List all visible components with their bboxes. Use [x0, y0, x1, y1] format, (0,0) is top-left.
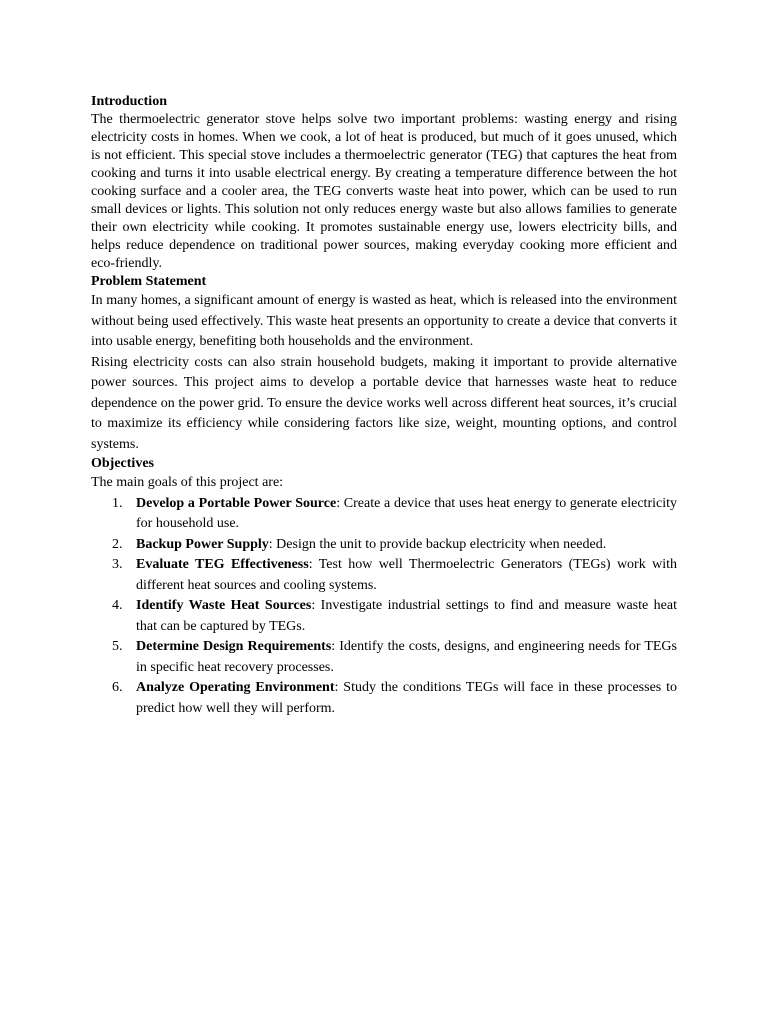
list-item-text: : Study the conditions TEGs will face in these processes to predict how well they will perform.: [136, 680, 678, 716]
list-item-number: 3.: [112, 557, 123, 572]
problem-statement-paragraph-1: In many homes, a significant amount of energy is wasted as heat, which is released into the environment without being used effectively. This waste heat presents an opportunity to create a device that converts it into usable energy, benefiting both households and the environment.: [91, 293, 677, 349]
introduction-paragraph: The thermoelectric generator stove helps solve two important problems: wasting energy and rising electricity costs in homes. When we cook, a lot of heat is produced, but much of it goes unused, which is not efficient. This special stove includes a thermoelectric generator (TEG) that captures the heat from cooking and turns it into usable electrical energy. By creating a temperature difference between the hot cooking surface and a cooler area, the TEG converts waste heat into power, which can be used to run small devices or lights. This solution not only reduces energy waste but also allows families to generate their own electricity while cooking. It promotes sustainable energy use, lowers electricity bills, and helps reduce dependence on traditional power sources, making everyday cooking more efficient and eco-friendly.: [91, 112, 677, 271]
list-item: [91, 637, 677, 678]
list-item: [91, 494, 677, 535]
list-item-title: Identify Waste Heat Sources: [136, 598, 312, 613]
objectives-list: [91, 494, 677, 720]
list-item-title: Evaluate TEG Effectiveness: [136, 557, 309, 572]
list-item: [91, 555, 677, 596]
list-item-title: Analyze Operating Environment: [136, 680, 335, 695]
list-item-title: Backup Power Supply: [136, 536, 269, 552]
introduction-heading: Introduction: [91, 94, 167, 109]
list-item-number: 2.: [112, 536, 123, 552]
document-page: [91, 93, 677, 719]
list-item-text: : Design the unit to provide backup electricity when needed.: [268, 536, 607, 552]
list-item: [91, 535, 677, 556]
objectives-intro: The main goals of this project are:: [91, 475, 284, 490]
list-item-number: 5.: [112, 639, 123, 654]
list-item-number: 1.: [112, 495, 123, 511]
list-item-number: 4.: [112, 598, 123, 613]
list-item-title: Determine Design Requirements: [136, 639, 332, 654]
list-item-number: 6.: [112, 680, 123, 695]
list-item: [91, 678, 677, 719]
list-item-text: : Create a device that uses heat energy to generate electricity for household use.: [136, 495, 677, 531]
list-item-text: : Investigate industrial settings to find and measure waste heat that can be captured by TEGs.: [136, 598, 677, 634]
list-item: [91, 596, 677, 637]
objectives-heading: Objectives: [91, 456, 154, 471]
list-item-text: : Test how well Thermoelectric Generators (TEGs) work with different heat sources and cooling systems.: [136, 557, 677, 593]
problem-statement-heading: Problem Statement: [91, 274, 207, 289]
problem-statement-paragraph-2: Rising electricity costs can also strain household budgets, making it important to provide alternative power sources. This project aims to develop a portable device that harnesses waste heat to reduce dependence on the power grid. To ensure the device works well across different heat sources, it’s crucial to maximize its efficiency while considering factors like size, weight, mounting options, and control systems.: [91, 354, 677, 452]
list-item-title: Develop a Portable Power Source: [136, 495, 337, 511]
list-item-text: : Identify the costs, designs, and engineering needs for TEGs in specific heat recovery processes.: [136, 639, 677, 675]
